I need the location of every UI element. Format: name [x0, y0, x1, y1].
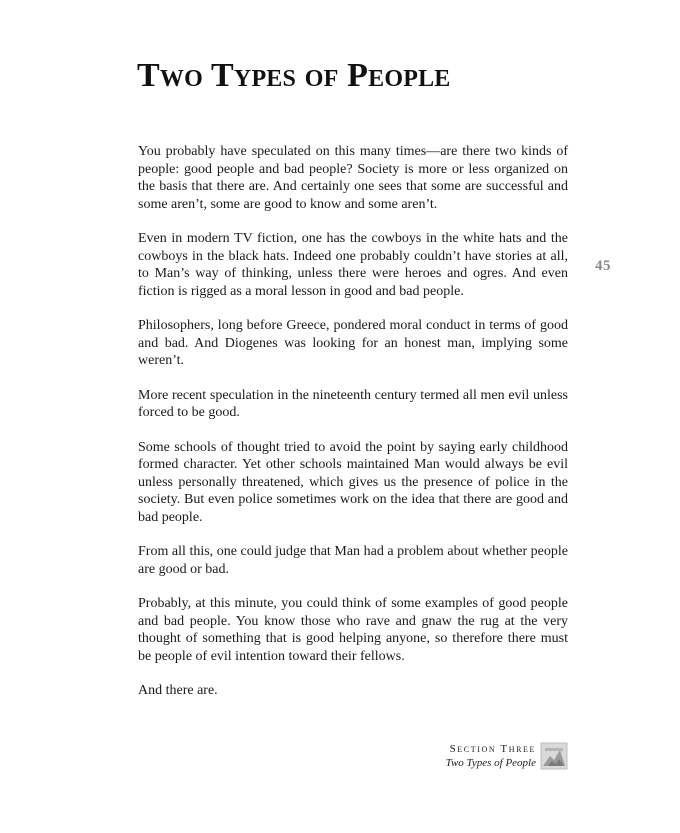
section-emblem-icon: [540, 742, 568, 770]
paragraph: And there are.: [138, 683, 218, 698]
running-footer: [446, 742, 536, 770]
paragraph: Even in modern TV fiction, one has the cowboys in the white hats and the cowboys in the black hats. Indeed one probably couldn’t have stories at all, to Man’s way of thinking, unless there were heroes and ogres. And even fiction is rigged as a moral lesson in good and bad people.: [138, 231, 568, 299]
paragraph: More recent speculation in the nineteenth century termed all men evil unless forced to be good.: [138, 387, 568, 420]
paragraph: Probably, at this minute, you could think of some examples of good people and bad people. You know those who rave and gnaw the rug at the very thought of something that is good helping anyone, so therefore there must be people of evil intention toward their fellows.: [138, 596, 568, 664]
footer-section-label: Section Three: [449, 743, 536, 755]
paragraph: From all this, one could judge that Man had a problem about whether people are good or bad.: [138, 544, 568, 577]
page-number: 45: [595, 258, 611, 274]
page-title: Two Types of People: [137, 57, 451, 94]
paragraph: Philosophers, long before Greece, pondered moral conduct in terms of good and bad. And Diogenes was looking for an honest man, implying some weren’t.: [138, 318, 568, 368]
footer-chapter-title: Two Types of People: [445, 757, 536, 769]
paragraph: Some schools of thought tried to avoid the point by saying early childhood formed character. Yet other schools maintained Man would always be evil unless personally threatened, which gives us the presence of police in the society. But even police sometimes work on the idea that there are good and bad people.: [138, 439, 568, 525]
body-text: [138, 143, 568, 717]
paragraph: You probably have speculated on this many times—are there two kinds of people: good people and bad people? Society is more or less organized on the basis that there are. And certainly one sees that some are successful and some aren’t, some are good to know and some aren’t.: [138, 144, 568, 212]
